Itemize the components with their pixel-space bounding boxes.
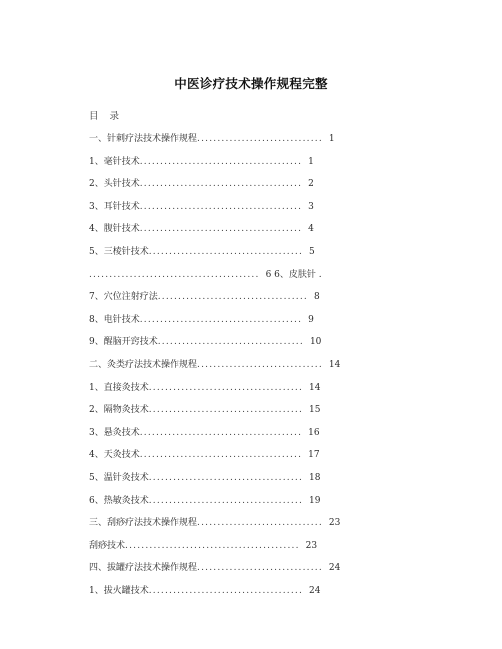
toc-entry-leader-dots: .................................... bbox=[157, 337, 304, 348]
toc-entry-title: 3、悬灸技术 bbox=[89, 427, 140, 438]
toc-entry-title: 4、腹针技术 bbox=[89, 224, 140, 235]
toc-heading: 目 录 bbox=[89, 111, 124, 122]
toc-entry-page-number: 24 bbox=[309, 585, 321, 596]
toc-entry bbox=[89, 399, 419, 422]
document-title: 中医诊疗技术操作规程完整 bbox=[174, 76, 328, 91]
toc-entry-title: 3、耳针技术 bbox=[89, 201, 140, 212]
toc-entry-leader-dots: ........................................ bbox=[139, 201, 303, 212]
table-of-contents bbox=[89, 128, 419, 602]
toc-entry-page-number: 8 bbox=[314, 292, 320, 303]
toc-entry-leader-dots: ...................................... bbox=[148, 495, 304, 506]
toc-entry bbox=[89, 331, 419, 354]
toc-entry bbox=[89, 196, 419, 219]
toc-entry-leader-dots: ............................... bbox=[197, 518, 323, 529]
toc-entry bbox=[89, 580, 419, 603]
toc-entry-title: 2、隔物灸技术 bbox=[89, 405, 149, 416]
toc-entry-page-number: 17 bbox=[308, 450, 320, 461]
toc-entry-leader-dots: ............................... bbox=[197, 563, 323, 574]
toc-entry-title: 1、毫针技术 bbox=[89, 156, 140, 167]
toc-entry-title: 8、电针技术 bbox=[89, 314, 140, 325]
toc-entry bbox=[89, 490, 419, 513]
toc-entry-leader-dots: ...................................... bbox=[148, 405, 304, 416]
toc-entry-page-number: 3 bbox=[308, 201, 314, 212]
toc-entry bbox=[89, 557, 419, 580]
toc-entry-title: 5、温针灸技术 bbox=[89, 472, 149, 483]
toc-entry-page-number: 16 bbox=[308, 427, 320, 438]
toc-entry bbox=[89, 535, 419, 558]
toc-entry bbox=[89, 512, 419, 535]
toc-entry-leader-dots: ...................................... bbox=[148, 382, 304, 393]
toc-entry-title: 二、灸类疗法技术操作规程 bbox=[89, 359, 198, 370]
toc-entry-page-number: 1 bbox=[308, 156, 314, 167]
toc-entry-title: 5、三棱针技术 bbox=[89, 246, 149, 257]
toc-entry-leader-dots: ........................................ bbox=[139, 224, 303, 235]
toc-entry bbox=[89, 377, 419, 400]
toc-entry-leader-dots: ........................................ bbox=[139, 156, 303, 167]
toc-entry-title: 4、天灸技术 bbox=[89, 450, 140, 461]
toc-entry-leader-dots: ........................................ bbox=[139, 427, 303, 438]
toc-entry bbox=[89, 173, 419, 196]
toc-entry-page-number: 2 bbox=[308, 179, 314, 190]
toc-entry-page-number: 4 bbox=[308, 224, 314, 235]
toc-entry-leader-dots: ...................................... bbox=[148, 585, 304, 596]
toc-entry bbox=[89, 151, 419, 174]
toc-entry-leader-dots: ...................................... bbox=[148, 246, 304, 257]
toc-entry-page-number: 1 bbox=[328, 134, 335, 144]
toc-entry-page-number: 24 bbox=[328, 563, 341, 574]
toc-entry-page-number: 18 bbox=[309, 472, 321, 483]
toc-entry-page-number: 23 bbox=[305, 540, 318, 551]
toc-entry-leader-dots: ...................................... bbox=[148, 472, 304, 483]
toc-entry bbox=[89, 241, 419, 264]
toc-entry bbox=[89, 354, 419, 377]
toc-entry-leader-dots: ............................... bbox=[197, 359, 323, 370]
toc-entry-page-number: 5 bbox=[309, 246, 315, 257]
toc-entry bbox=[89, 264, 419, 287]
toc-entry-title: 9、醒脑开窍技术 bbox=[89, 337, 158, 348]
toc-entry-page-number: 9 bbox=[308, 314, 314, 325]
toc-entry-page-number: 14 bbox=[328, 359, 341, 370]
toc-entry-title: 刮痧技术 bbox=[89, 540, 126, 551]
toc-entry bbox=[89, 286, 419, 309]
toc-entry bbox=[89, 309, 419, 332]
toc-entry bbox=[89, 444, 419, 467]
toc-entry-leader-dots: ............................... bbox=[197, 134, 323, 144]
toc-entry-title: 7、穴位注射疗法 bbox=[89, 292, 158, 303]
toc-entry-page-number: 15 bbox=[309, 405, 321, 416]
toc-entry bbox=[89, 128, 419, 151]
toc-entry-title: 6、热敏灸技术 bbox=[89, 495, 149, 506]
toc-entry-page-number: 10 bbox=[309, 337, 322, 348]
toc-entry-leader-dots: ........................................ bbox=[139, 179, 303, 190]
toc-entry-title: 四、拔罐疗法技术操作规程 bbox=[89, 563, 198, 574]
toc-entry-leader-dots: ........................................ bbox=[139, 314, 303, 325]
toc-entry-title: 1、直接灸技术 bbox=[89, 382, 149, 393]
toc-entry-page-number: 14 bbox=[309, 382, 321, 393]
toc-entry bbox=[89, 422, 419, 445]
toc-entry-page-number: 6 6、皮肤针 . bbox=[265, 269, 322, 280]
toc-entry-leader-dots: .......................................... bbox=[89, 269, 260, 280]
toc-entry-leader-dots: ..................................... bbox=[157, 292, 308, 303]
toc-entry bbox=[89, 218, 419, 241]
toc-entry-leader-dots: ........................................... bbox=[125, 540, 300, 551]
toc-entry-title: 2、头针技术 bbox=[89, 179, 140, 190]
toc-entry-title: 1、拔火罐技术 bbox=[89, 585, 149, 596]
toc-entry-leader-dots: ........................................ bbox=[139, 450, 303, 461]
toc-entry-page-number: 19 bbox=[309, 495, 321, 506]
toc-entry-page-number: 23 bbox=[328, 518, 341, 529]
toc-entry-title: 一、针刺疗法技术操作规程 bbox=[89, 134, 198, 144]
toc-entry-title: 三、刮痧疗法技术操作规程 bbox=[89, 518, 198, 529]
toc-entry bbox=[89, 467, 419, 490]
